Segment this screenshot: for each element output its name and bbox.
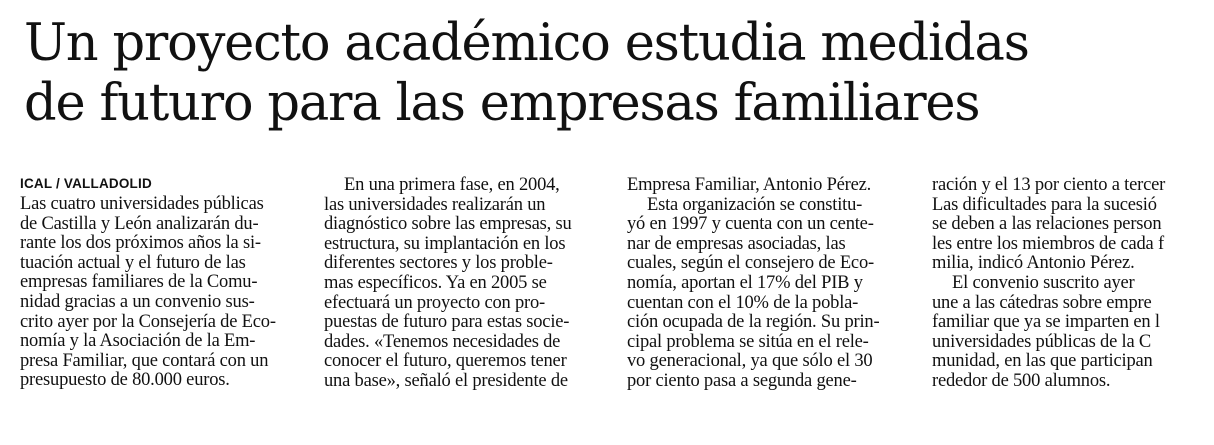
text-line: les entre los miembros de cada f bbox=[932, 233, 1164, 254]
article-column-3 bbox=[627, 176, 911, 392]
text-line: ración y el 13 por ciento a tercer bbox=[932, 176, 1166, 195]
text-line: nidad gracias a un convenio sus- bbox=[20, 291, 255, 312]
text-line: universidades públicas de la C bbox=[932, 331, 1152, 352]
text-line: nomía y la Asociación de la Em- bbox=[20, 331, 256, 352]
headline-line-2: de futuro para las empresas familiares bbox=[24, 74, 980, 133]
text-line: Las cuatro universidades públicas bbox=[20, 194, 264, 214]
text-line: Esta organización se constitu- bbox=[647, 194, 863, 215]
headline bbox=[24, 14, 1204, 134]
text-line: familiar que ya se imparten en l bbox=[932, 312, 1160, 333]
text-line: se deben a las relaciones person bbox=[932, 214, 1162, 235]
text-line: Empresa Familiar, Antonio Pérez. bbox=[627, 175, 872, 195]
text-line: tuación actual y el futuro de las bbox=[20, 252, 246, 273]
text-line: munidad, en las que participan bbox=[932, 351, 1153, 372]
text-line: efectuará un proyecto con pro- bbox=[324, 292, 546, 313]
text-line: estructura, su implantación en los bbox=[324, 233, 566, 254]
article-column-1 bbox=[20, 176, 282, 391]
text-line: nomía, aportan el 17% del PIB y bbox=[627, 272, 863, 293]
text-line: cuales, según el consejero de Eco- bbox=[627, 253, 874, 274]
text-line: En una primera fase, en 2004, bbox=[344, 175, 560, 195]
headline-line-1: Un proyecto académico estudia medidas bbox=[24, 14, 1029, 73]
text-line: una base», señaló el presidente de bbox=[324, 370, 568, 391]
text-line: presupuesto de 80.000 euros. bbox=[20, 370, 230, 391]
text-line: presa Familiar, que contará con un bbox=[20, 350, 269, 371]
text-line: Las dificultades para la sucesió bbox=[932, 194, 1157, 215]
text-line: rededor de 500 alumnos. bbox=[932, 370, 1111, 391]
text-line: crito ayer por la Consejería de Eco- bbox=[20, 311, 276, 332]
article-column-4 bbox=[932, 176, 1214, 392]
text-line: rante los dos próximos años la si- bbox=[20, 233, 261, 254]
text-line: conocer el futuro, queremos tener bbox=[324, 351, 567, 372]
text-line: vo generacional, ya que sólo el 30 bbox=[627, 351, 873, 372]
text-line: cuentan con el 10% de la pobla- bbox=[627, 292, 859, 313]
text-line: puestas de futuro para estas socie- bbox=[324, 312, 570, 333]
text-line: nar de empresas asociadas, las bbox=[627, 233, 846, 254]
text-line: milia, indicó Antonio Pérez. bbox=[932, 253, 1135, 274]
article-column-2 bbox=[324, 176, 604, 392]
text-line: yó en 1997 y cuenta con un cente- bbox=[627, 214, 874, 235]
text-line: une a las cátedras sobre empre bbox=[932, 292, 1152, 313]
byline: ICAL / VALLADOLID bbox=[20, 176, 152, 191]
text-line: empresas familiares de la Comu- bbox=[20, 272, 258, 293]
text-line: cipal problema se sitúa en el rele- bbox=[627, 331, 869, 352]
text-line: por ciento pasa a segunda gene- bbox=[627, 370, 857, 391]
text-line: El convenio suscrito ayer bbox=[952, 272, 1135, 293]
text-line: dades. «Tenemos necesidades de bbox=[324, 331, 561, 352]
text-line: mas específicos. Ya en 2005 se bbox=[324, 272, 547, 293]
text-line: ción ocupada de la región. Su prin- bbox=[627, 312, 880, 333]
text-line: diferentes sectores y los proble- bbox=[324, 253, 553, 274]
text-line: diagnóstico sobre las empresas, su bbox=[324, 214, 572, 235]
text-line: de Castilla y León analizarán du- bbox=[20, 213, 259, 234]
text-line: las universidades realizarán un bbox=[324, 194, 546, 215]
